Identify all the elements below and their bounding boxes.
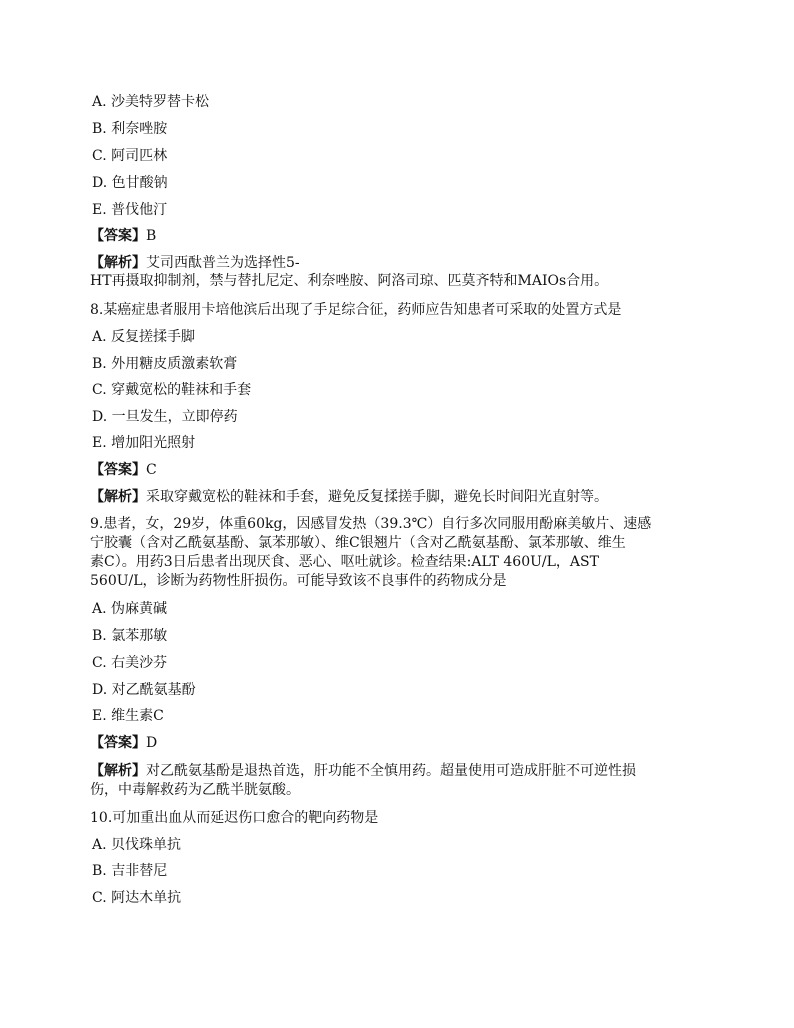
q8-option-e: E. 增加阳光照射	[92, 435, 196, 451]
answer-tag: 【答案】	[90, 228, 146, 244]
q7-option-b: B. 利奈唑胺	[92, 121, 168, 137]
q8-analysis	[90, 489, 710, 506]
q9-option-b: B. 氯苯那敏	[92, 628, 168, 644]
q7-option-e: E. 普伐他汀	[92, 202, 168, 218]
answer-tag: 【答案】	[90, 735, 146, 751]
q9-option-e: E. 维生素C	[92, 708, 164, 724]
q10-option-c: C. 阿达木单抗	[92, 890, 182, 906]
q7-option-d: D. 色甘酸钠	[92, 175, 168, 191]
q8-option-c: C. 穿戴宽松的鞋袜和手套	[92, 382, 252, 398]
analysis-text: 采取穿戴宽松的鞋袜和手套，避免反复揉搓手脚，避免长时间阳光直射等。	[146, 489, 608, 505]
q10-option-b: B. 吉非替尼	[92, 863, 168, 879]
q9-answer	[90, 735, 710, 752]
q8-option-d: D. 一旦发生，立即停药	[92, 409, 238, 425]
q9-option-c: C. 右美沙芬	[92, 655, 168, 671]
q8-option-b: B. 外用糖皮质激素软膏	[92, 356, 238, 372]
answer-value: B	[146, 228, 157, 244]
q9-option-d: D. 对乙酰氨基酚	[92, 682, 196, 698]
q7-analysis-line1	[90, 255, 710, 272]
q9-stem-line1: 9.患者，女，29岁，体重60kg，因感冒发热（39.3℃）自行多次同服用酚麻美敏片、速感	[90, 516, 652, 532]
answer-value: C	[146, 462, 157, 478]
answer-value: D	[146, 735, 158, 751]
answer-tag: 【答案】	[90, 462, 146, 478]
q7-analysis-line2: HT再摄取抑制剂，禁与替扎尼定、利奈唑胺、阿洛司琼、匹莫齐特和MAIOs合用。	[90, 273, 609, 289]
q9-stem-line2: 宁胶囊（含对乙酰氨基酚、氯苯那敏）、维C银翘片（含对乙酰氨基酚、氯苯那敏、维生	[90, 535, 626, 551]
analysis-text: 艾司西酞普兰为选择性5-	[146, 255, 300, 271]
analysis-tag: 【解析】	[90, 489, 146, 505]
analysis-text: 对乙酰氨基酚是退热首选，肝功能不全慎用药。超量使用可造成肝脏不可逆性损	[146, 763, 636, 779]
q8-option-a: A. 反复搓揉手脚	[92, 329, 196, 345]
q8-stem: 8.某癌症患者服用卡培他滨后出现了手足综合征，药师应告知患者可采取的处置方式是	[90, 302, 622, 318]
q10-stem: 10.可加重出血从而延迟伤口愈合的靶向药物是	[90, 810, 379, 826]
q9-stem-line3: 素C）。用药3日后患者出现厌食、恶心、呕吐就诊。检查结果:ALT 460U/L，AST	[90, 554, 599, 570]
q8-answer	[90, 462, 710, 479]
q9-analysis-line1	[90, 763, 710, 780]
q9-analysis-line2: 伤，中毒解救药为乙酰半胱氨酸。	[90, 782, 300, 798]
q9-option-a: A. 伪麻黄碱	[92, 601, 168, 617]
q7-option-c: C. 阿司匹林	[92, 148, 168, 164]
analysis-tag: 【解析】	[90, 255, 146, 271]
q7-answer	[90, 228, 710, 245]
q10-option-a: A. 贝伐珠单抗	[92, 837, 182, 853]
analysis-tag: 【解析】	[90, 763, 146, 779]
q7-option-a: A. 沙美特罗替卡松	[92, 94, 210, 110]
q9-stem-line4: 560U/L，诊断为药物性肝损伤。可能导致该不良事件的药物成分是	[90, 573, 507, 589]
